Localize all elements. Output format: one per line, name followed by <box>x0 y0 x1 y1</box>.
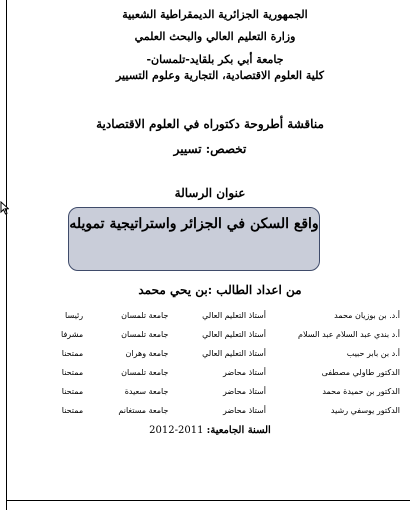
jury-row <box>10 387 400 406</box>
thesis-title: واقع السكن في الجزائر واستراتيجية تمويله <box>69 216 319 232</box>
university-heading: جامعة أبي بكر بلقايد-تلمسان- <box>146 53 284 66</box>
jury-role: مشرفا <box>61 330 84 339</box>
jury-row <box>10 330 400 349</box>
academic-year-label: السنة الجامعية: <box>206 425 271 436</box>
jury-role: رئيسا <box>65 311 84 320</box>
jury-role: ممتحنا <box>61 387 84 396</box>
jury-institution: جامعة سعيدة <box>124 387 169 396</box>
jury-name: الدكتور بن حميدة محمد <box>322 387 400 396</box>
student-name: من اعداد الطالب :بن يحي محمد <box>138 283 302 297</box>
jury-name: الدكتور يوسفي رشيد <box>330 406 400 415</box>
jury-rank: أستاذ التعليم العالي <box>202 311 266 320</box>
jury-rank: أستاذ محاضر <box>222 368 266 377</box>
specialty-heading: تخصص: تسيير <box>173 142 247 156</box>
jury-institution: جامعة تلمسان <box>121 330 169 339</box>
defense-heading: مناقشة أطروحة دكتوراه في العلوم الاقتصادية <box>96 117 324 131</box>
jury-rank: أستاذ التعليم العالي <box>202 349 266 358</box>
thesis-title-box <box>68 207 320 271</box>
republic-heading: الجمهورية الجزائرية الديمقراطية الشعبية <box>122 8 308 21</box>
academic-year <box>120 425 300 437</box>
jury-name: الدكتور طاولي مصطفى <box>321 368 400 377</box>
jury-role: ممتحنا <box>61 349 84 358</box>
jury-table <box>10 311 400 425</box>
jury-rank: أستاذ التعليم العالي <box>202 330 266 339</box>
jury-institution: جامعة تلمسان <box>121 368 169 377</box>
jury-name: أ.د بن بابر حبيب <box>346 349 400 358</box>
jury-name: أ.د. بن بوزيان محمد <box>334 311 400 320</box>
jury-institution: جامعة وهران <box>125 349 169 358</box>
thesis-title-label: عنوان الرسالة <box>174 186 246 200</box>
jury-institution: جامعة مستغانم <box>118 406 169 415</box>
jury-rank: أستاذ محاضر <box>222 406 266 415</box>
faculty-heading: كلية العلوم الاقتصادية، التجارية وعلوم التسيير <box>115 69 324 82</box>
jury-row <box>10 349 400 368</box>
jury-role: ممتحنا <box>61 368 84 377</box>
jury-role: ممتحنا <box>61 406 84 415</box>
jury-name: أ.د بندي عبد السلام عبد السلام <box>298 330 400 339</box>
ministry-heading: وزارة التعليم العالي والبحث العلمي <box>134 30 296 43</box>
jury-row <box>10 406 400 425</box>
jury-rank: أستاذ محاضر <box>222 387 266 396</box>
academic-year-value: 2011-2012 <box>149 425 204 436</box>
jury-institution: جامعة تلمسان <box>121 311 169 320</box>
jury-row <box>10 311 400 330</box>
jury-row <box>10 368 400 387</box>
